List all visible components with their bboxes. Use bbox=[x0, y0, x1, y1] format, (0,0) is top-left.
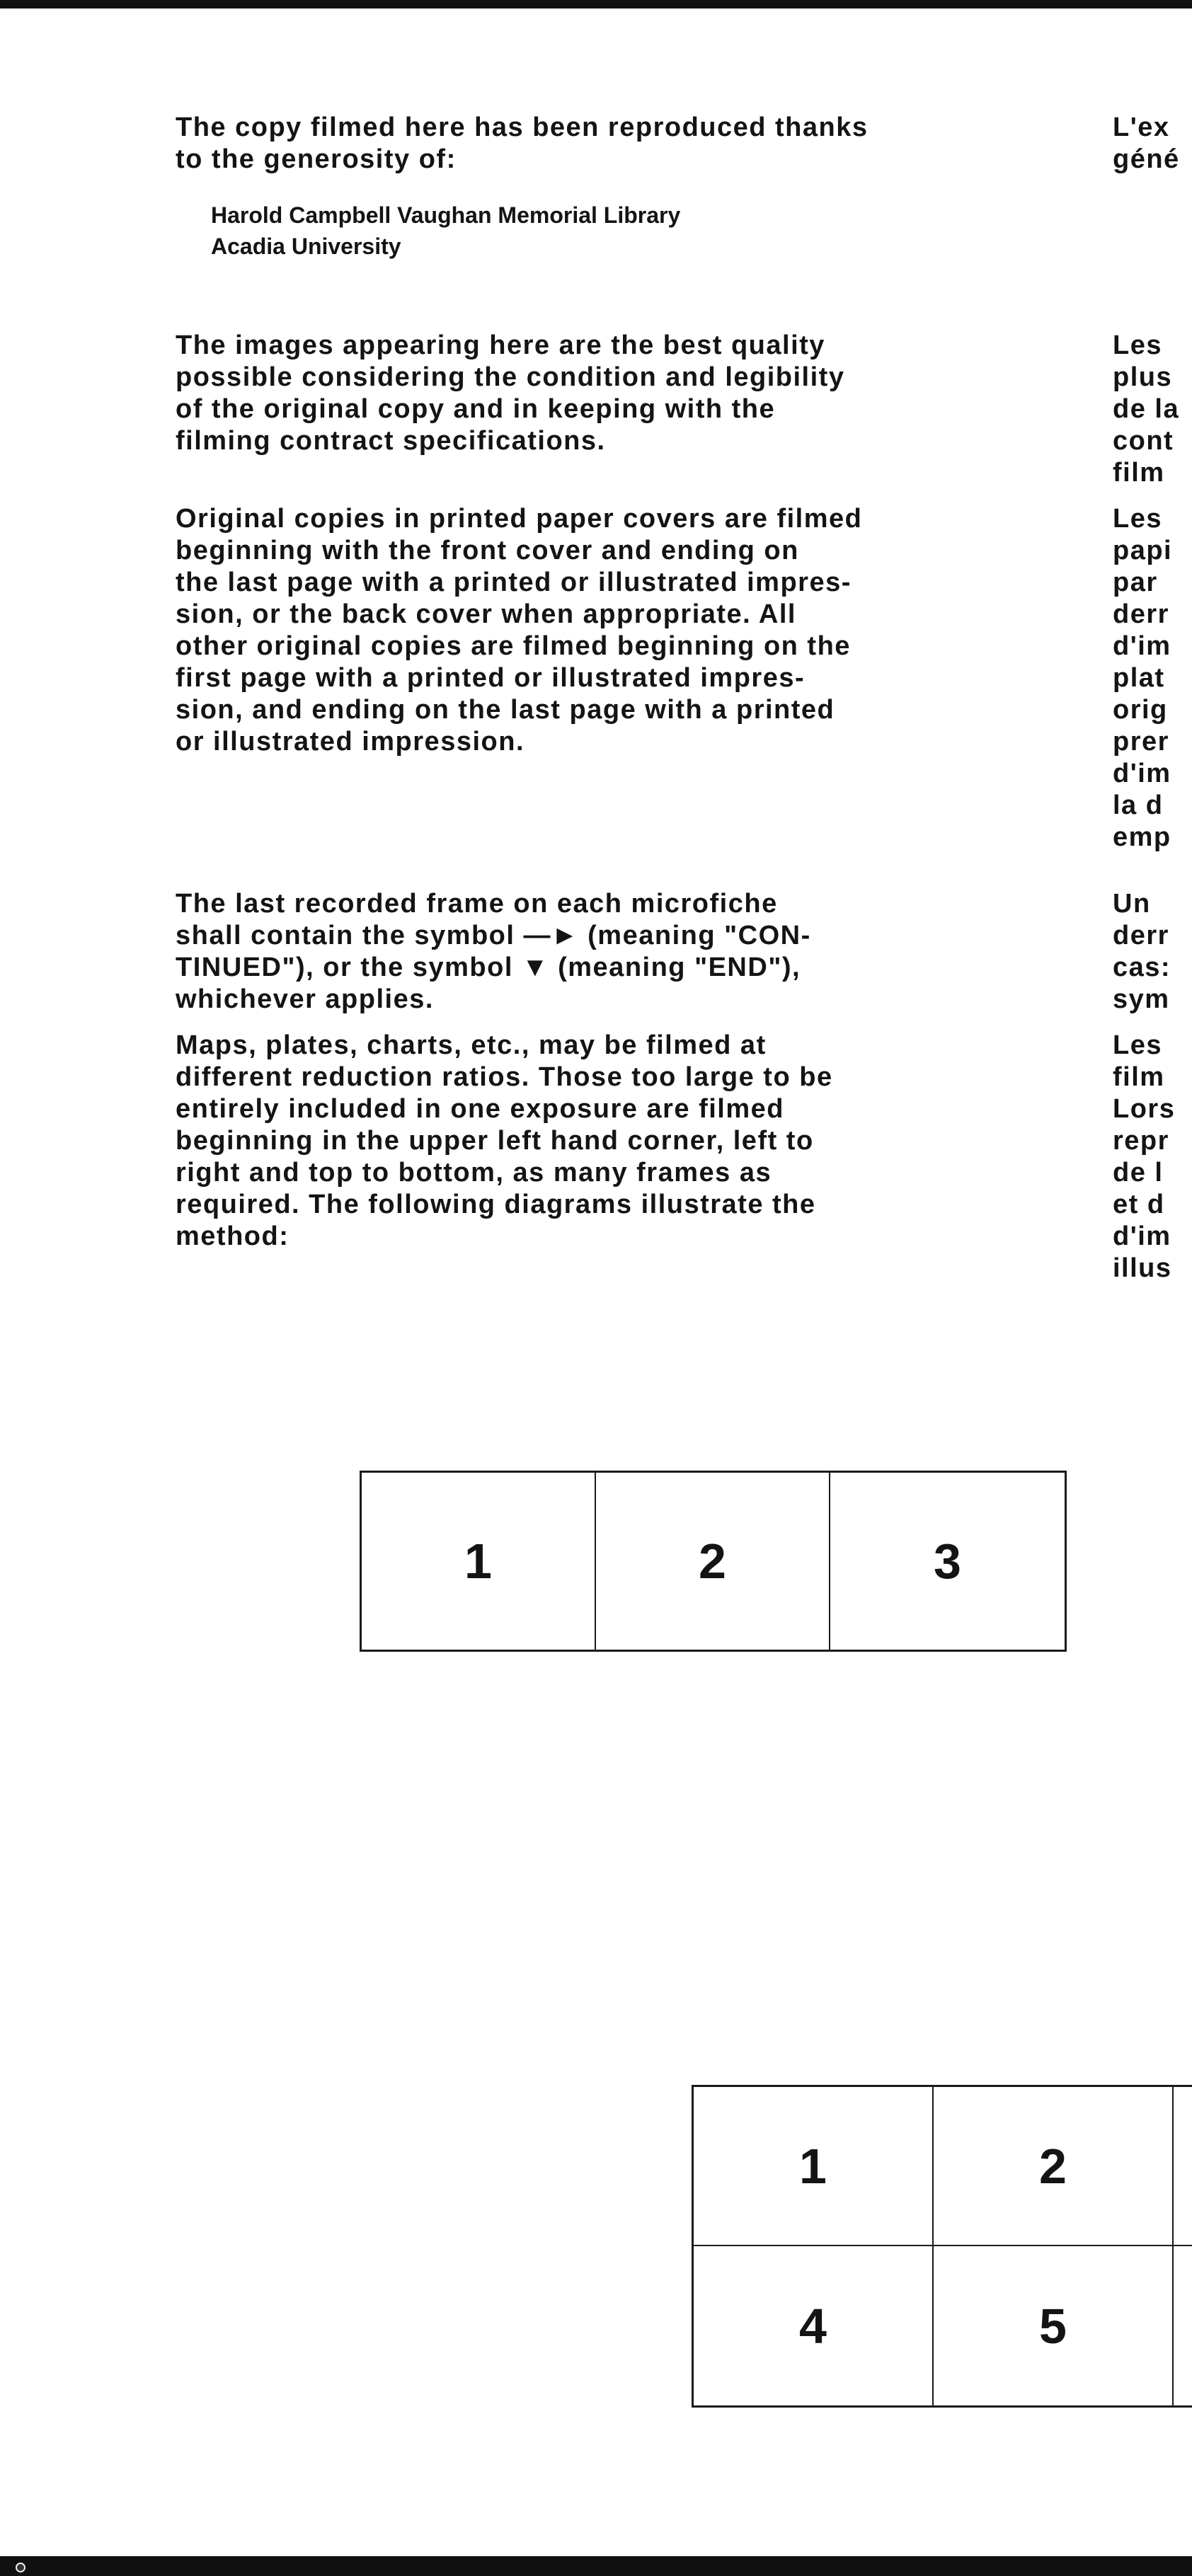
symbol-paragraph: The last recorded frame on each microfiche shall contain the symbol —► (meaning "CON- TINUED"), or the symbol ▼ (meaning "END"), whichever applies. bbox=[176, 889, 811, 1014]
french-maps-paragraph: Les film Lors repr de l et d d'im illus bbox=[1113, 1030, 1176, 1283]
thanks-paragraph: The copy filmed here has been reproduced thanks to the generosity of: bbox=[176, 113, 869, 174]
frame-cell: 2 bbox=[596, 1473, 830, 1650]
frame-grid-diagram bbox=[692, 2085, 1192, 2408]
french-quality-paragraph: Les plus de la cont film bbox=[1113, 330, 1180, 488]
library-name: Harold Campbell Vaughan Memorial Library Acadia University bbox=[211, 202, 681, 259]
covers-paragraph: Original copies in printed paper covers are filmed beginning with the front cover and ending on the last page with a printed or illustrated impres- sion, or the back cover when appropriate. All other original copies are filmed beginning on the first page with a printed or illustrated impres- sion, and ending on the last page with a printed or illustrated impression. bbox=[176, 504, 863, 757]
frame-cell: 3 bbox=[934, 1534, 961, 1589]
french-thanks-paragraph: L'ex géné bbox=[1113, 113, 1180, 174]
frame-cell bbox=[1174, 2246, 1192, 2405]
frame-cell: 1 bbox=[694, 2087, 934, 2246]
french-symbol-paragraph: Un derr cas: sym bbox=[1113, 889, 1171, 1014]
film-bottom-border bbox=[0, 2556, 1192, 2576]
quality-paragraph: The images appearing here are the best quality possible considering the condition and legibility of the original copy and in keeping with the filming contract specifications. bbox=[176, 330, 845, 456]
frame-cell: 4 bbox=[694, 2246, 934, 2405]
frame-cell: 2 bbox=[934, 2087, 1174, 2246]
frame-row-diagram bbox=[360, 1471, 1067, 1652]
film-mark-icon bbox=[16, 2563, 25, 2572]
frame-cell bbox=[1174, 2087, 1192, 2246]
film-top-border bbox=[0, 0, 1192, 8]
french-covers-paragraph: Les papi par derr d'im plat orig prer d'im la d emp bbox=[1113, 504, 1173, 852]
frame-cell: 1 bbox=[362, 1473, 596, 1650]
maps-paragraph: Maps, plates, charts, etc., may be filmed at different reduction ratios. Those too large to be entirely included in one exposure are filmed beginning in the upper left hand corner, left to right and top to bottom, as many frames as required. The following diagrams illustrate the method: bbox=[176, 1030, 833, 1251]
frame-cell: 5 bbox=[934, 2246, 1174, 2405]
